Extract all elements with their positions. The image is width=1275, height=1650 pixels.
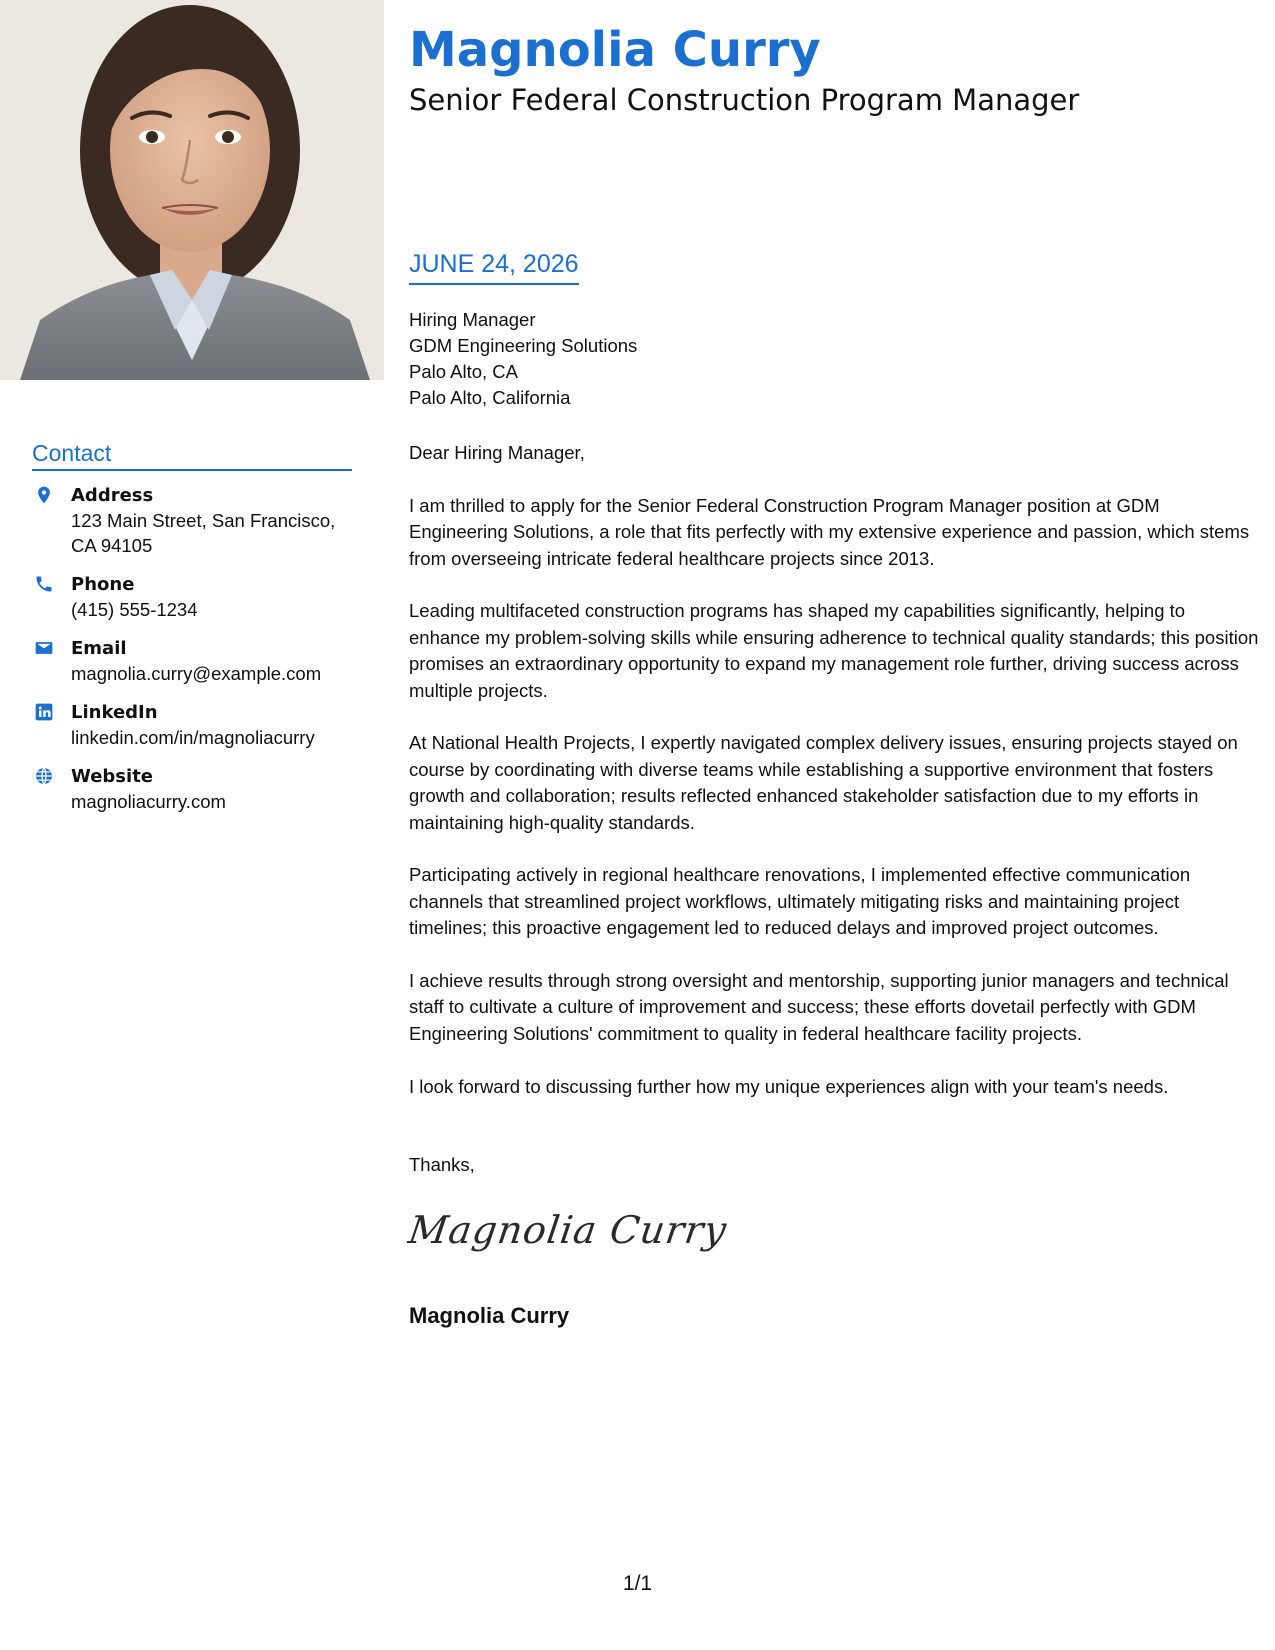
closing: Thanks,: [409, 1154, 475, 1175]
contact-item-phone: [32, 572, 362, 622]
phone-icon: [34, 574, 54, 594]
letter-paragraph: Leading multifaceted construction programs has shaped my capabilities significantly, helping to enhance my problem-solving skills while ensuring adherence to technical quality standards; this position promises an extraordinary opportunity to expand my management role further, driving success across multiple projects.: [409, 600, 1259, 701]
handwritten-signature: Magnolia Curry: [405, 1208, 730, 1252]
contact-label: Website: [71, 766, 154, 787]
contact-value: 123 Main Street, San Francisco, CA 94105: [71, 510, 336, 556]
contact-label: LinkedIn: [71, 702, 158, 723]
contact-value[interactable]: magnoliacurry.com: [71, 791, 226, 812]
linkedin-icon: [34, 702, 54, 722]
signer-name: Magnolia Curry: [409, 1303, 570, 1328]
recipient-line: Palo Alto, CA: [409, 361, 519, 382]
contact-item-address: [32, 483, 362, 558]
letter-paragraph: I am thrilled to apply for the Senior Federal Construction Program Manager position at GDM Engineering Solutions, a role that fits perfectly with my extensive experience and passion, which stems from overseeing intricate federal healthcare projects since 2013.: [409, 494, 1250, 569]
location-pin-icon: [34, 485, 54, 505]
letter-paragraph: I achieve results through strong oversight and mentorship, supporting junior managers and technical staff to cultivate a culture of improvement and success; these efforts dovetail perfectly with GDM Engineering Solutions' commitment to quality in federal healthcare facility projects.: [409, 970, 1229, 1044]
letter-paragraph: Participating actively in regional healthcare renovations, I implemented effective communication channels that streamlined project workflows, ultimately mitigating risks and maintaining project timelines; this proactive engagement led to reduced delays and improved project outcomes.: [409, 864, 1191, 939]
contact-value: (415) 555-1234: [71, 599, 198, 620]
page-number: 1/1: [622, 1572, 653, 1595]
contact-value[interactable]: magnolia.curry@example.com: [71, 663, 322, 684]
contact-item-linkedin: [32, 700, 362, 750]
letter-date: JUNE 24, 2026: [409, 250, 579, 285]
letter-body: [409, 440, 1259, 1126]
globe-icon: [34, 766, 54, 786]
profile-photo: [0, 0, 384, 380]
contact-list: [32, 483, 362, 828]
letter-paragraph: I look forward to discussing further how my unique experiences align with your team's needs.: [409, 1075, 1169, 1097]
contact-item-email: [32, 636, 362, 686]
envelope-icon: [34, 638, 54, 658]
contact-item-website: [32, 764, 362, 814]
job-title: Senior Federal Construction Program Manager: [409, 83, 1080, 117]
recipient-line: Hiring Manager: [409, 309, 536, 330]
recipient-block: [409, 307, 637, 411]
contact-label: Email: [71, 638, 127, 659]
recipient-line: Palo Alto, California: [409, 387, 571, 408]
contact-value[interactable]: linkedin.com/in/magnoliacurry: [71, 727, 315, 748]
salutation: Dear Hiring Manager,: [409, 442, 585, 463]
contact-label: Address: [71, 485, 154, 506]
contact-label: Phone: [71, 574, 135, 595]
recipient-line: GDM Engineering Solutions: [409, 335, 638, 356]
letter-paragraph: At National Health Projects, I expertly navigated complex delivery issues, ensuring projects stayed on course by coordinating with diverse teams while establishing a supportive environment that fosters growth and collaboration; results reflected enhanced stakeholder satisfaction due to my efforts in maintaining high-quality standards.: [409, 732, 1238, 833]
candidate-name: Magnolia Curry: [409, 22, 821, 78]
contact-heading: Contact: [32, 440, 352, 471]
